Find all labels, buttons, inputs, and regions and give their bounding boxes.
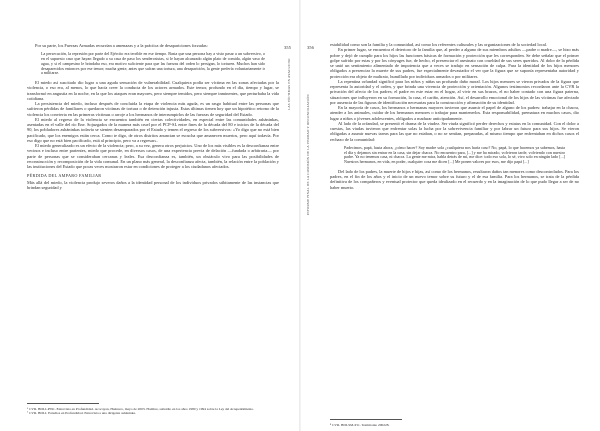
right-page-number: 356 bbox=[307, 45, 314, 50]
footnote: ⁶ CVR. BDI-I-P591. Entrevista en Profundidad. Acocayan, Huánuco, mayo de 2003. Hombre, subsidio en los años 1980 y 1994 sobre la Ley del Arrepentimiento. bbox=[27, 406, 255, 411]
left-page-number: 355 bbox=[284, 45, 291, 50]
testimony-quote: Padecimos, papá, hasta ahora, ¿cómo hacer? Soy madre sola ¿cualquiera nos haría caso? No, papá, lo que hacemos ya sabemos, hasta el día y dejamos sin entrar en la casa, sin dejar chacra. No encuentro para, [...] y me ha mirado, volvieron tarde, volviendo con nuestro padre. Ya no tenemos casa, ni chacra. La gente me mira, habla detrás de mí, me dice: todo eso sola, lo sé, vivo solo en ningún lado [...] Nuestros hermanos, en vida, en poder, cualquier cosa me dicen [...] Me ponen valores por esos, me dijo papá [...] bbox=[344, 144, 565, 165]
left-footnotes bbox=[27, 403, 279, 415]
body-paragraph: La persistencia del miedo, incluso después de concluida la etapa de violencia más aguda, es un rasgo habitual entre las personas que sufrieron pérdidas de familiares o quedaron víctimas de tortura o de detención injusta. Estas últimas tienen hoy que un hipotético retorno de la violencia los convierta en las primeras víctimas o arroje a los hermanos de interrumpirlos de las fuerzas de seguridad del Estado. bbox=[27, 101, 279, 117]
body-paragraph: En primer lugar, se encuentra el deterioro de la familia que, al perder a alguno de sus miembros adultos —padre o madre—, se hizo más pobre y dejó de cumplir para los hijos las funciones básicas de formación y protección que les corresponden. Se debe señalar que el primer golpe sufrido por estas y por los cónyuges fue, de hecho, el presenciar el asesinato con crueldad de sus seres queridos. Al dolor de la pérdida se unió un sentimiento alimentado de impotencia que a veces se tradujo en sensación de culpa. Para la identidad de los hijos menores obligados a presenciar la muerte de sus padres, fue especialmente devastador el ver que la figura que se suponía representaba autoridad y protección era objeto de maltrato, humillado por individuos armados o por militares. bbox=[330, 47, 579, 79]
body-paragraph: El miedo generalizado es un efecto de la violencia; pero, a su vez, genera otros perjuicios. Uno de los más visibles es la desconfianza entre vecinos e incluso entre parientes, miedo que procede, en diversos casos, de una experiencia previa de delación —fundada o arbitraria— por parte de personas que se consideraban cercanas y leales. Esa desconfianza es, también, un obstáculo vivo para las posibilidades de reconstrucción y recomposición de la vida comunal. En un plano más general, la desconfianza afecta, también, la relación entre la población y las instituciones del Estado que pocas veces mostraron estar en condiciones de proteger a los ciudadanos afectados. bbox=[27, 143, 279, 170]
testimony-quote: La persecución, la represión por parte del Ejército era terrible en ese tiempo. Basta que una persona hay a visto pasar a un subversivo, o en el supuesto caso que hayan llegado a su casa de paso los senderosistas, si le hayan alcanzado algún plato de comida, algún vaso de agua, y si el campesino le brindaba eso, era motivo suficiente para que las fuerzas del orden lo persigan, lo torturen. Muchos han sido desaparecidos entonces por ese temor; mucha gente, antes que sufran una tortura, una desaparición, la gente prefería voluntariamente ir a militarse. bbox=[41, 51, 265, 76]
right-page bbox=[300, 0, 600, 431]
body-paragraph: Más allá del miedo, la violencia produjo severos daños a la identidad personal de los individuos privados súbitamente de las instancias que brindan seguridad y bbox=[27, 179, 279, 190]
body-paragraph: estabilidad como son la familia y la comunidad, así como los referentes culturales y las organizaciones de la sociedad local. bbox=[330, 42, 548, 47]
left-page-body bbox=[27, 43, 279, 190]
opening-paragraph: Por su parte, los Fuerzas Armadas recurrían a amenazas y a la práctica de desapariciones forzadas: bbox=[35, 43, 208, 48]
body-paragraph: Del lado de los padres, la muerte de hijos e hijas, así como de los hermanos, resultaron daños tan menores como descontrolados. Para los padres, en el fin de los años y el inicio de un nuevo temor sobre su futuro y el de esa familia. Para los hermanos, se trata de la pérdida definitiva de los compañeros y eventual protector que queda idealizado en el recuerdo y en la imaginación de lo que pudo llegar a ser de no haber muerto. bbox=[330, 168, 579, 190]
footnote: ⁸ CVR. BDI-SM-P11. Testimonio 200228. bbox=[330, 422, 390, 427]
footnote: ⁷ CVR. BDI-I. Estudios en Profundidad. Entrevista a una dirigente asháninka. bbox=[27, 410, 136, 415]
body-paragraph: Al lado de la orfandad, se presentó el drama de la viudez. Ser viuda significó perder derechos y estatus en la comunidad. Con el dolor a cuestas, las viudas tuvieron que enfrentar solas la lucha por la sobrevivencia familiar y por labrar un futuro para sus hijos. Se vieron obligadas a asumir nuevas tareas para las que no estaban, o no se sentían, preparadas, al mismo tiempo que enfrentaban en dichos casos el rechazo de la comunidad: bbox=[330, 120, 579, 142]
body-paragraph: El miedo al regreso de la violencia se encuentra también en ciertas colectividades, en especial entre las comunidades asháninkas, asentadas en el valle del río Ene. Sojuzgados de la manera más cruel por el PCP-SL entre fines de la década del 80 e inicios de la década del 90, los pobladores asháninkas todavía se sienten desamparados por el Estado y temen el regreso de los subversivos: «Yo digo que no está bien pacificado, que los enemigos están cerca. Como te digo, de otros distritos anuncian se escucha que amanecen muertos, pero aquí todavía. Por eso digo que no está bien pacificado, está al principio, pero va a regresar». bbox=[27, 116, 279, 143]
body-paragraph: La repentina orfandad significó para los niños y niñas un profundo daño moral. Los hijos menores se vieron privados de la figura que representa la autoridad y el orden, y que brinda una vivencia de protección y orientación. Algunos testimonios recordaron ante la CVR la privación del afecto de los padres; el padre en este estar en el hogar, al vivir en sus brazos, el no haber contado con una figura paterna, situaciones que influyeron en su formación, la casa, el cariño, atención. Así, el desarrollo emocional de los hijos de las víctimas fue afectado por ausencia de las figuras de identificación necesarias para la construcción y afirmación de su identidad. bbox=[330, 78, 579, 105]
footnote-rule bbox=[27, 403, 99, 404]
right-page-body bbox=[330, 42, 579, 190]
right-footnotes bbox=[330, 419, 579, 427]
body-paragraph: En la mayoría de casos, los hermanos o hermanas mayores tuvieron que asumir el papel de alguno de los padres: trabajar en la chacra, atender a los animales, cuidar de los hermanos menores o trabajar para mantenerlos. Esta responsabilidad, prematura en muchos casos, dio lugar a niños o jóvenes adolescentes, obligados a madurar anticipadamente. bbox=[330, 105, 579, 121]
footnote-rule bbox=[330, 419, 402, 420]
left-running-head: LAS VÍCTIMAS EN AYACUCHO bbox=[287, 58, 291, 110]
body-paragraph: El miedo así suscitado dio lugar a una aguda sensación de vulnerabilidad. Cualquiera podía ser víctima en las zonas afectadas por la violencia, o eso era, al menos, lo que hacía creer la conducta de los actores armados. Este temor, profundo en el día, tiempo y lugar, se transformó en angustia en la noche, en la que los ataques eran mayores, pero siempre temidos, pero siempre inminentes, que perturbaba la vida cotidiana. bbox=[27, 80, 279, 101]
section-heading: PÉRDIDA DEL AMPARO FAMILIAR bbox=[27, 173, 102, 179]
right-running-head: INFORME FINAL DE LA COMISIÓN DE LA VERDAD Y RECONCILIACIÓN bbox=[306, 94, 310, 215]
